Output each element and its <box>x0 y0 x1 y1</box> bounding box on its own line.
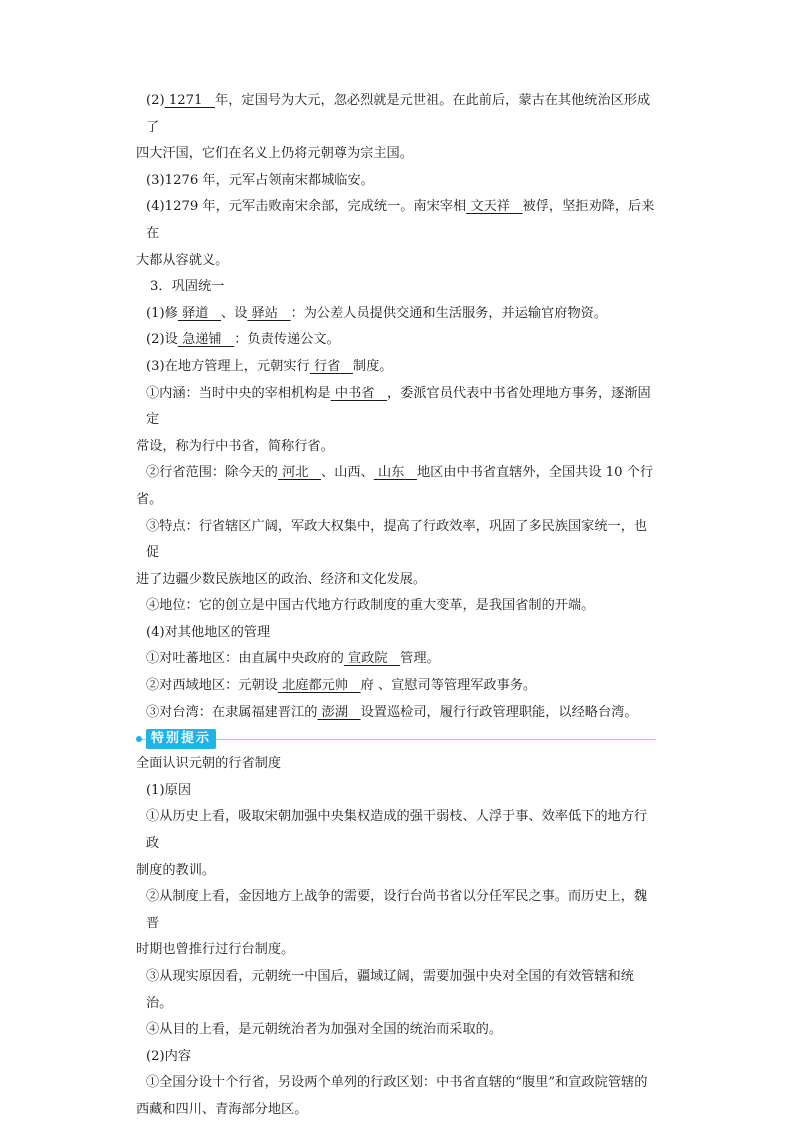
answer-blank: 北庭都元帅 <box>282 678 349 694</box>
paragraph: (1)修 驿道 、设 驿站 ：为公差人员提供交通和生活服务，并运输官府物资。 <box>146 305 608 321</box>
paragraph: ④地位：它的创立是中国古代地方行政制度的重大变革，是我国省制的开端。 <box>146 598 595 614</box>
answer-blank: 行省 <box>313 358 341 374</box>
answer-blank: 宣政院 <box>348 651 388 667</box>
paragraph: ③从现实原因看，元朝统一中国后，疆域辽阔，需要加强中央对全国的有效管辖和统治。 <box>146 969 634 1011</box>
answer-blank: 山东 <box>377 465 405 481</box>
paragraph: ①对吐蕃地区：由直属中央政府的 宣政院 管理。 <box>146 651 440 667</box>
paragraph: (1)原因 <box>146 782 192 798</box>
paragraph: 时期也曾推行过行台制度。 <box>136 942 295 958</box>
answer-blank: 文天祥 <box>470 199 510 215</box>
answer-blank: 1271 <box>168 93 203 108</box>
answer-blank: 驿站 <box>251 305 278 321</box>
paragraph: ②从制度上看，金因地方上战争的需要，设行台尚书省以分任军民之事。而历史上，魏晋 <box>146 889 648 931</box>
paragraph: (3)1276 年，元军占领南宋都城临安。 <box>146 172 374 188</box>
paragraph: ①全国分设十个行省，另设两个单列的行政区划：中书省直辖的“腹里”和宣政院管辖的 <box>146 1075 648 1091</box>
paragraph: (2)内容 <box>146 1048 192 1064</box>
paragraph: ②行省范围：除今天的 河北 、山西、 山东 地区由中书省直辖外，全国共设 10 个行 <box>146 465 654 481</box>
paragraph: 全面认识元朝的行省制度 <box>136 756 282 772</box>
paragraph: 西藏和四川、青海部分地区。 <box>136 1101 308 1117</box>
paragraph: ③特点：行省辖区广阔，军政大权集中，提高了行政效率，巩固了多民族国家统一，也促 <box>146 518 648 561</box>
paragraph: 进了边疆少数民族地区的政治、经济和文化发展。 <box>136 571 427 587</box>
paragraph: ④从目的上看，是元朝统治者为加强对全国的统治而采取的。 <box>146 1022 503 1038</box>
paragraph: ①内涵：当时中央的宰相机构是 中书省 ，委派官员代表中书省处理地方事务，逐渐固定 <box>146 385 651 428</box>
answer-blank: 澎湖 <box>321 704 349 720</box>
answer-blank: 河北 <box>282 465 309 481</box>
text: (2) <box>146 93 165 108</box>
paragraph: 四大汗国，它们在名义上仍将元朝尊为宗主国。 <box>136 146 413 162</box>
paragraph: ③对台湾：在隶属福建晋江的 澎湖 设置巡检司，履行行政管理职能，以经略台湾。 <box>146 704 638 720</box>
answer-blank: 中书省 <box>334 385 375 401</box>
paragraph: (3)在地方管理上，元朝实行 行省 制度。 <box>146 358 393 374</box>
tip-dot-icon <box>136 736 142 742</box>
paragraph: 大都从容就义。 <box>136 252 229 268</box>
answer-blank: 驿道 <box>182 305 209 321</box>
paragraph: ①从历史上看，吸取宋朝加强中央集权造成的强干弱枝、人浮于事、效率低下的地方行政 <box>146 809 648 852</box>
paragraph: 省。 <box>136 491 163 507</box>
paragraph <box>146 88 656 141</box>
paragraph: (2)设 急递铺 ：负责传递公文。 <box>146 332 340 348</box>
paragraph: 常设，称为行中书省，简称行省。 <box>136 438 334 454</box>
document-body <box>136 88 656 1124</box>
paragraph: 制度的教训。 <box>136 862 216 878</box>
text: 年，定国号为大元，忽必烈就是元世祖。在此前后，蒙古在其他统治区形成了 <box>146 93 651 135</box>
tip-banner <box>136 728 656 750</box>
answer-blank: 急递铺 <box>182 332 222 348</box>
tip-label: 特别提示 <box>146 729 216 749</box>
paragraph: (4)1279 年，元军击败南宋余部，完成统一。南宋宰相 文天祥 被俘，坚拒劝降，后来在 <box>146 199 655 241</box>
section-heading: 3．巩固统一 <box>150 279 225 295</box>
paragraph: (4)对其他地区的管理 <box>146 624 271 640</box>
paragraph: ②对西域地区：元朝设 北庭都元帅 府 、宣慰司等管理军政事务。 <box>146 678 537 694</box>
